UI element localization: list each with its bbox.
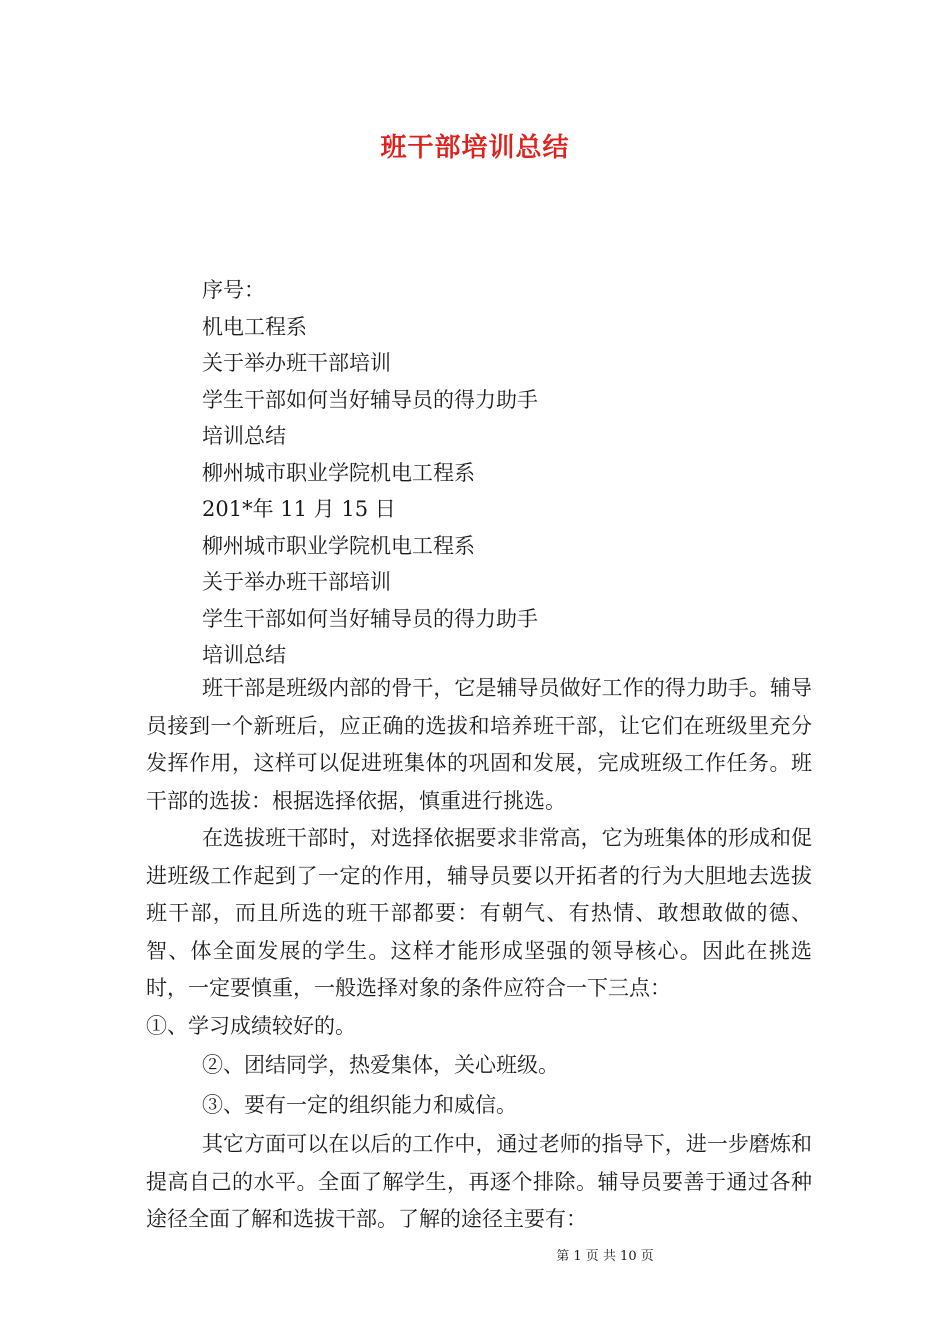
header-line: 关于举办班干部培训 bbox=[202, 570, 391, 594]
list-item: ①、学习成绩较好的。 bbox=[146, 1013, 356, 1038]
paragraph: 在选拔班干部时，对选择依据要求非常高，它为班集体的形成和促进班级工作起到了一定的作用，辅导员要以开拓者的行为大胆地去选拔班干部，而且所选的班干部都要：有朝气、有热情、敢想敢做的德、智、体全面发展的学生。这样才能形成坚强的领导核心。因此在挑选时，一定要慎重，一般选择对象的条件应符合一下三点： bbox=[146, 826, 812, 1000]
header-line: 学生干部如何当好辅导员的得力助手 bbox=[202, 387, 538, 412]
header-line: 机电工程系 bbox=[202, 314, 307, 339]
list-item: ③、要有一定的组织能力和威信。 bbox=[202, 1092, 517, 1117]
header-lines bbox=[202, 272, 822, 674]
document-title: 班干部培训总结 bbox=[380, 133, 570, 163]
body-text bbox=[146, 670, 812, 1239]
header-line: 培训总结 bbox=[202, 643, 286, 667]
paragraph: 其它方面可以在以后的工作中，通过老师的指导下，进一步磨炼和提高自己的水平。全面了解学生，再逐个排除。辅导员要善于通过各种途径全面了解和选拔干部。了解的途径主要有： bbox=[146, 1132, 812, 1231]
header-line: 201*年 11 月 15 日 bbox=[202, 497, 396, 521]
paragraph: 班干部是班级内部的骨干，它是辅导员做好工作的得力助手。辅导员接到一个新班后，应正确的选拔和培养班干部，让它们在班级里充分发挥作用，这样可以促进班集体的巩固和发展，完成班级工作任务。班干部的选拔：根据选择依据，慎重进行挑选。 bbox=[146, 676, 812, 813]
header-line: 学生干部如何当好辅导员的得力助手 bbox=[202, 606, 538, 631]
header-line: 柳州城市职业学院机电工程系 bbox=[202, 460, 475, 485]
page-footer bbox=[0, 1248, 950, 1266]
list-item: ②、团结同学，热爱集体，关心班级。 bbox=[202, 1053, 559, 1077]
header-line: 柳州城市职业学院机电工程系 bbox=[202, 533, 475, 558]
header-line: 培训总结 bbox=[202, 424, 286, 448]
header-line: 序号： bbox=[202, 278, 265, 302]
page-number: 第 1 页 共 10 页 bbox=[556, 1249, 654, 1264]
header-line: 关于举办班干部培训 bbox=[202, 351, 391, 375]
